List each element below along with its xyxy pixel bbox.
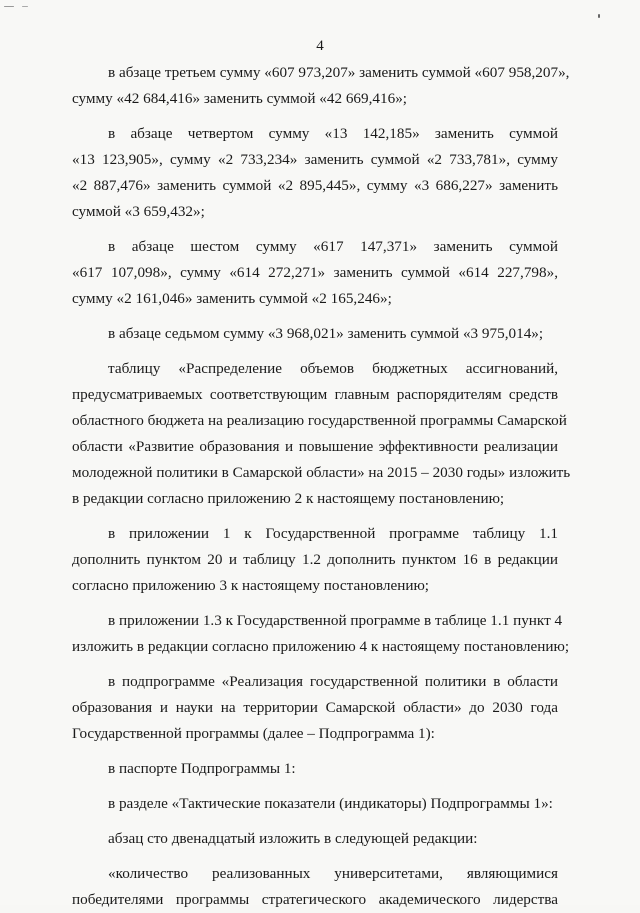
text-line: согласно приложению 3 к настоящему постановлению; (72, 577, 430, 594)
document-body (72, 60, 571, 913)
text-line: в редакции согласно приложению 2 к настоящему постановлению; (72, 490, 505, 507)
scan-speck (4, 6, 14, 7)
text-line: в приложении 1.3 к Государственной программе в таблице 1.1 пункт 4 (108, 612, 563, 629)
text-line: в абзаце третьем сумму «607 973,207» заменить суммой «607 958,207», (108, 64, 570, 81)
text-line: области «Развитие образования и повышение эффективности реализации (72, 438, 558, 455)
scan-speck (22, 6, 28, 7)
text-line: областного бюджета на реализацию государственной программы Самарской (72, 412, 567, 429)
text-line: Государственной программы (далее – Подпрограмма 1): (72, 725, 435, 742)
text-line: в подпрограмме «Реализация государственной политики в области (108, 673, 558, 690)
text-line: образования и науки на территории Самарской области» до 2030 года (72, 699, 558, 716)
text-line: предусматриваемых соответствующим главным распорядителям средств (72, 386, 558, 403)
text-line: в разделе «Тактические показатели (индикаторы) Подпрограммы 1»: (108, 795, 553, 812)
text-line: в абзаце четвертом сумму «13 142,185» заменить суммой (108, 125, 558, 142)
text-line: в абзаце седьмом сумму «3 968,021» заменить суммой «3 975,014»; (108, 325, 544, 342)
scan-speck (598, 14, 600, 18)
text-line: молодежной политики в Самарской области» на 2015 – 2030 годы» изложить (72, 464, 571, 481)
text-line: «617 107,098», сумму «614 272,271» заменить суммой «614 227,798», (72, 264, 558, 281)
text-line: победителями программы стратегического академического лидерства (72, 891, 558, 908)
text-line: изложить в редакции согласно приложению 4 к настоящему постановлению; (72, 638, 570, 655)
text-line: «количество реализованных университетами, являющимися (108, 865, 558, 882)
text-line: дополнить пунктом 20 и таблицу 1.2 дополнить пунктом 16 в редакции (72, 551, 558, 568)
text-line: таблицу «Распределение объемов бюджетных ассигнований, (108, 360, 558, 377)
text-line: сумму «2 161,046» заменить суммой «2 165,246»; (72, 290, 392, 307)
text-line: «13 123,905», сумму «2 733,234» заменить суммой «2 733,781», сумму (72, 151, 558, 168)
page-number: 4 (316, 38, 324, 54)
text-line: суммой «3 659,432»; (72, 203, 205, 220)
text-line: абзац сто двенадцатый изложить в следующей редакции: (108, 830, 478, 847)
text-line: в приложении 1 к Государственной программе таблицу 1.1 (108, 525, 558, 542)
text-line: «2 887,476» заменить суммой «2 895,445», сумму «3 686,227» заменить (72, 177, 558, 194)
text-line: сумму «42 684,416» заменить суммой «42 669,416»; (72, 90, 408, 107)
text-line: в паспорте Подпрограммы 1: (108, 760, 296, 777)
text-line: в абзаце шестом сумму «617 147,371» заменить суммой (108, 238, 558, 255)
